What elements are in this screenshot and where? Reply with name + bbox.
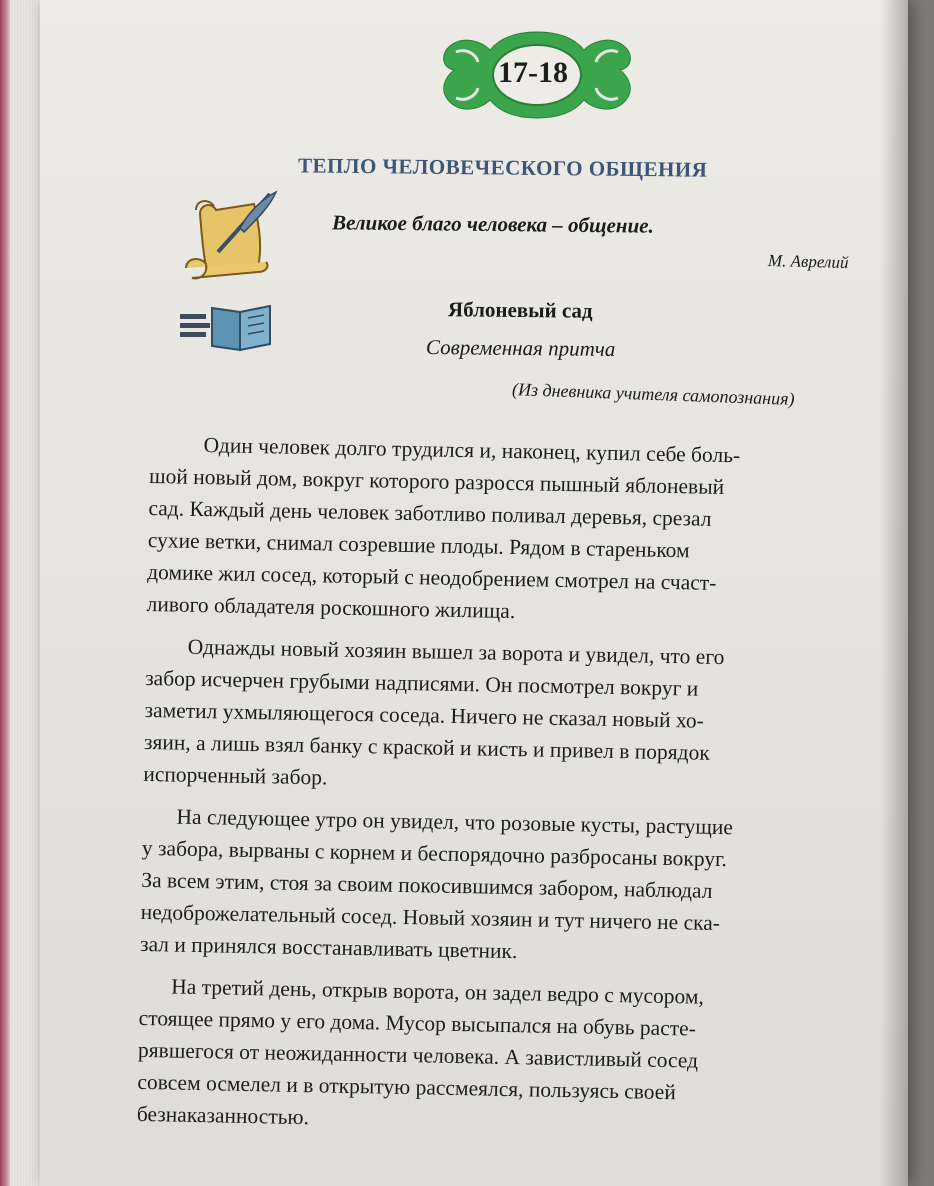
text-line: сухие ветки, снимал созревшие плоды. Рядом в стареньком bbox=[147, 527, 690, 563]
text-line: сад. Каждый день человек заботливо поливал деревья, срезал bbox=[148, 495, 712, 531]
open-book-icon bbox=[178, 302, 274, 354]
text-line: стоящее прямо у его дома. Мусор высыпался на обувь расте- bbox=[138, 1005, 697, 1041]
text-line: заметил ухмыляющегося соседа. Ничего не сказал новый хо- bbox=[144, 697, 705, 733]
text-line: домике жил сосед, который с неодобрением смотрел на счаст- bbox=[147, 559, 717, 595]
text-line: шой новый дом, вокруг которого разросся пышный яблоневый bbox=[148, 463, 725, 500]
text-line: На третий день, открыв ворота, он задел ведро с мусором, bbox=[171, 974, 705, 1009]
chapter-title: ТЕПЛО ЧЕЛОВЕЧЕСКОГО ОБЩЕНИЯ bbox=[297, 153, 708, 182]
text-line: недоброжелательный сосед. Новый хозяин и тут ничего не ска- bbox=[140, 899, 721, 936]
scroll-quill-icon bbox=[178, 188, 280, 284]
text-line: безнаказанностью. bbox=[136, 1101, 310, 1130]
story-body bbox=[137, 428, 880, 1144]
text-line: рявшегося от неожиданности человека. А завистливый сосед bbox=[137, 1037, 699, 1073]
text-line: Однажды новый хозяин вышел за ворота и увидел, что его bbox=[187, 634, 725, 670]
chapter-number: 17-18 bbox=[498, 56, 568, 89]
epigraph-author: М. Аврелий bbox=[767, 250, 849, 273]
text-line: испорченный забор. bbox=[143, 761, 328, 790]
text-line: Один человек долго трудился и, наконец, купил себе боль- bbox=[203, 433, 741, 468]
text-line: зал и принялся восстанавливать цветник. bbox=[139, 931, 518, 964]
text-line: На следующее утро он увидел, что розовые кусты, растущие bbox=[176, 804, 734, 840]
story-subtitle: Современная притча bbox=[425, 335, 616, 361]
text-line: совсем осмелел и в открытую рассмеялся, пользуясь своей bbox=[137, 1069, 677, 1105]
text-line: За всем этим, стоя за своим покосившимся забором, наблюдал bbox=[141, 867, 713, 903]
text-line: зяин, а лишь взял банку с краской и кисть и привел в порядок bbox=[143, 729, 711, 765]
text-line: забор исчерчен грубыми надписями. Он посмотрел вокруг и bbox=[144, 665, 699, 701]
epigraph-quote: Великое благо человека – общение. bbox=[331, 210, 654, 238]
text-line: ливого обладателя роскошного жилища. bbox=[146, 591, 516, 624]
page-shadow bbox=[880, 0, 908, 1186]
text-line: у забора, вырваны с корнем и беспорядочно разбросаны вокруг. bbox=[141, 835, 728, 872]
source-note: (Из дневника учителя самопознания) bbox=[511, 379, 795, 409]
story-title: Яблоневый сад bbox=[447, 297, 593, 323]
